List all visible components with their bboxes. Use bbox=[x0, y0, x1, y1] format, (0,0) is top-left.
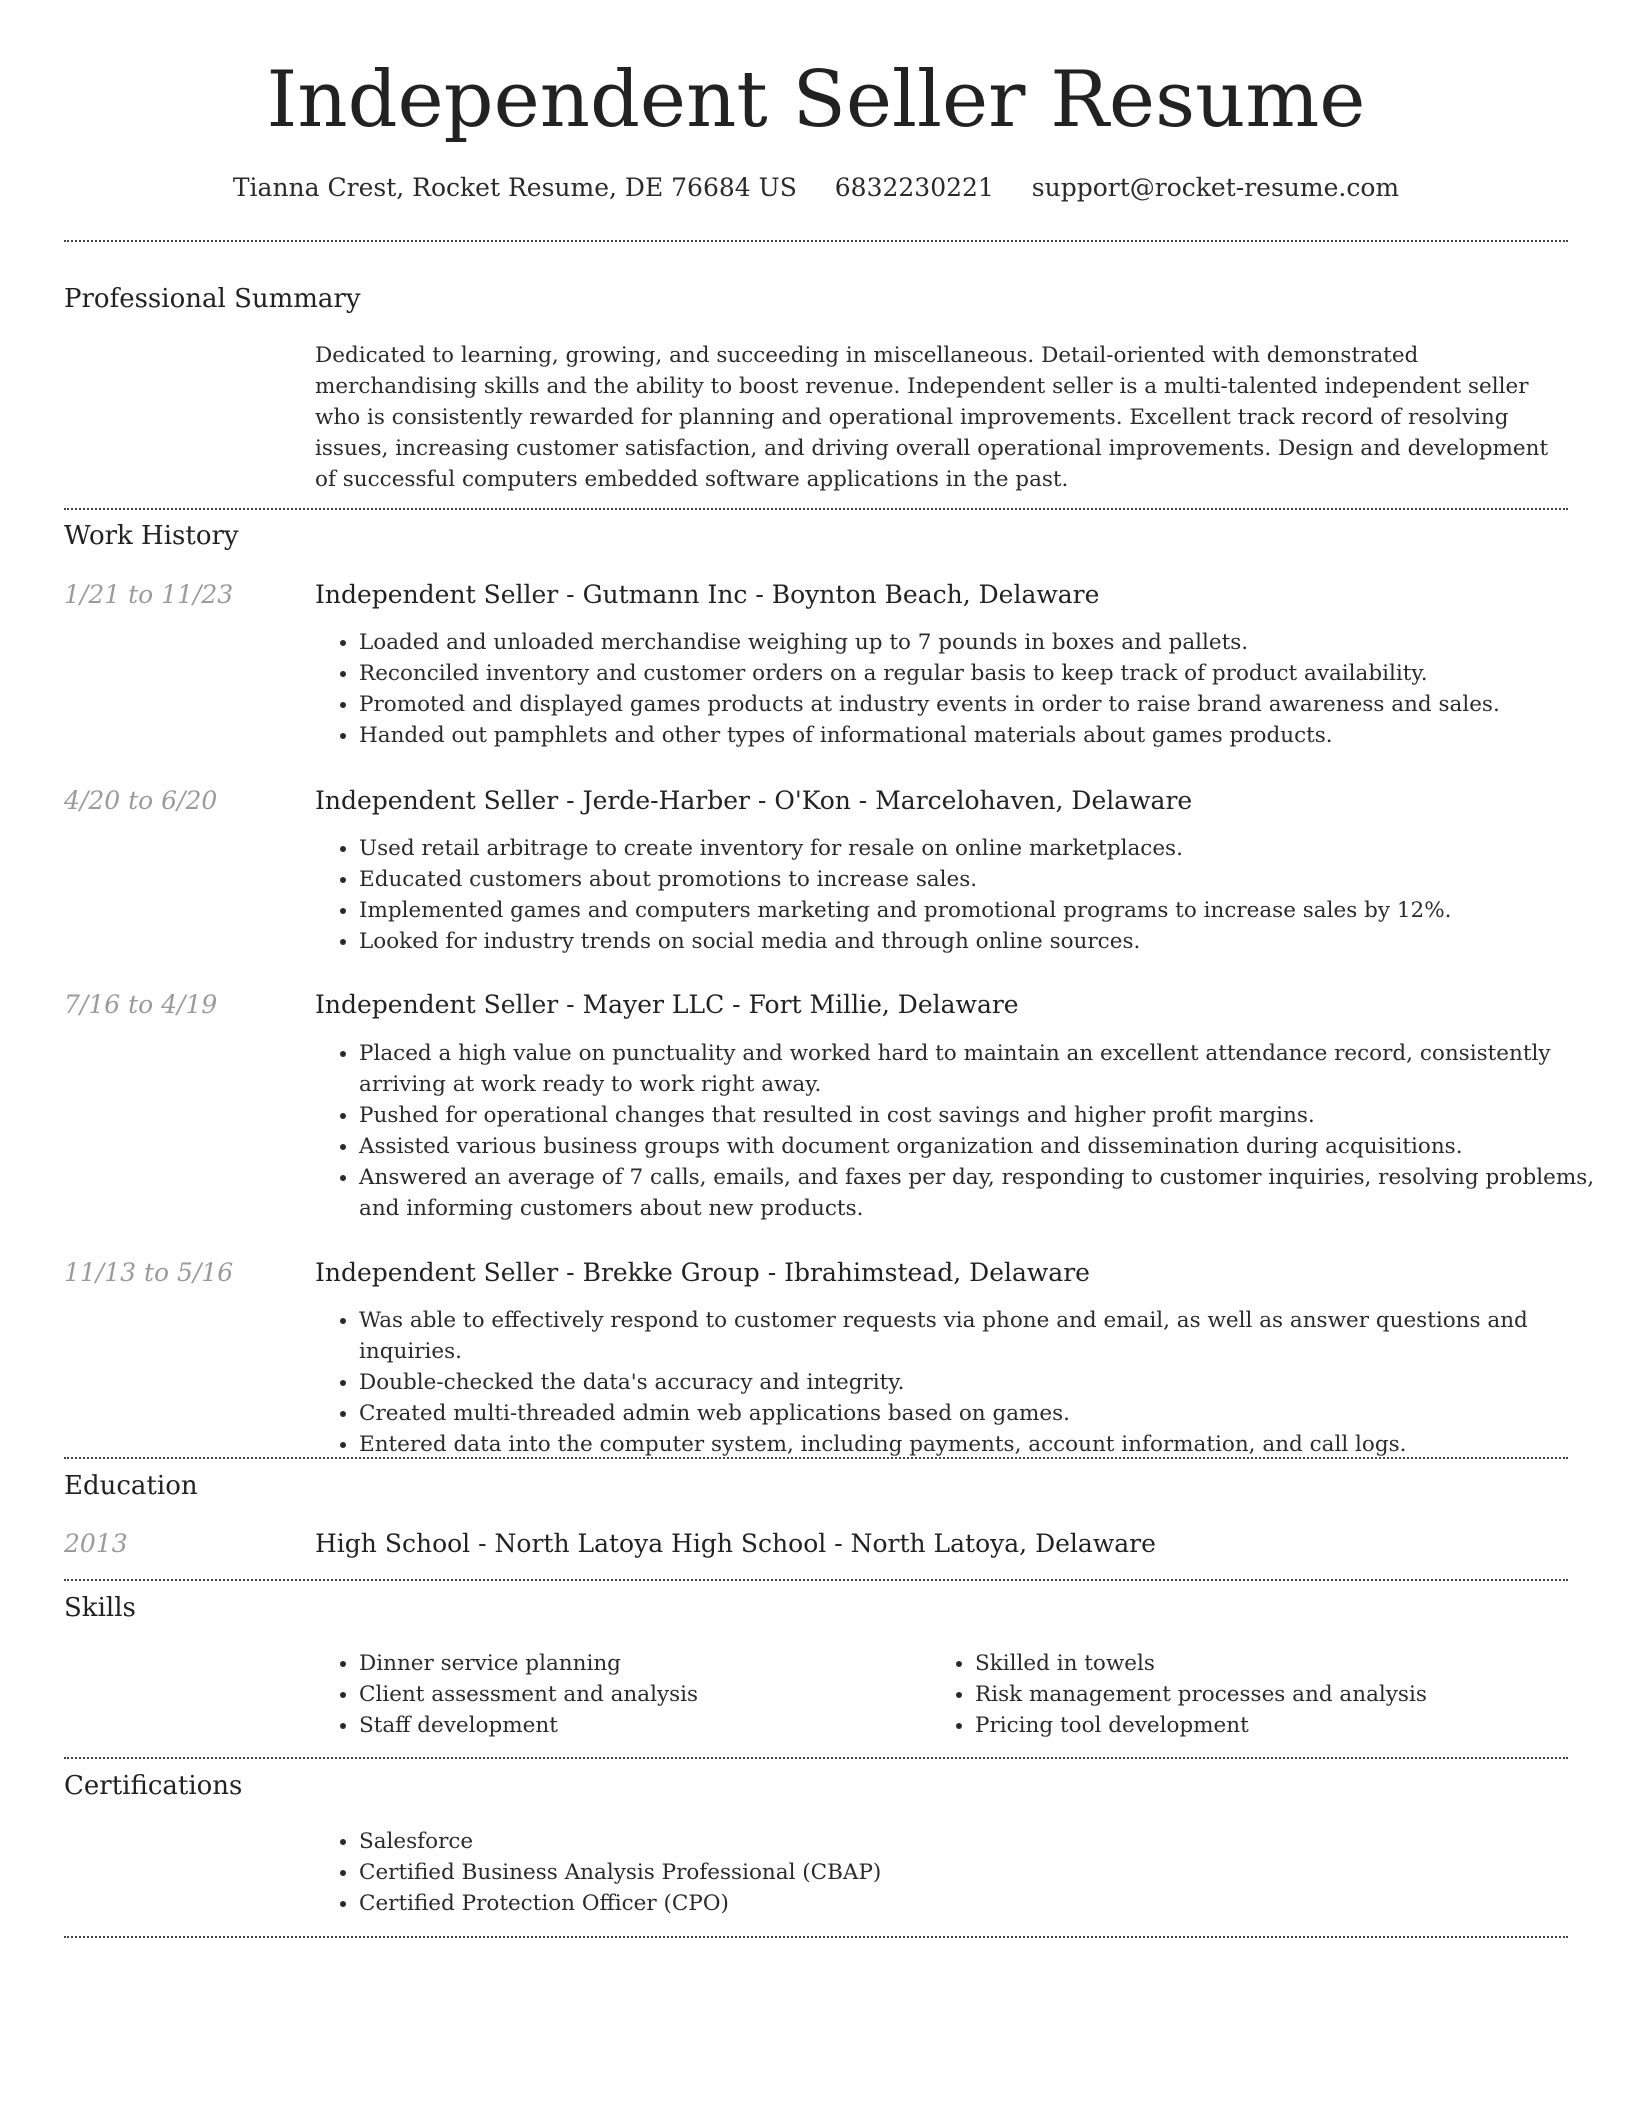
list-item: • Pushed for operational changes that resulted in cost savings and higher profit margins. bbox=[359, 1100, 1609, 1131]
list-item: • Promoted and displayed games products at industry events in order to raise brand awareness and sales. bbox=[359, 689, 1609, 720]
list-item: • Used retail arbitrage to create inventory for resale on online marketplaces. bbox=[359, 833, 1609, 864]
contact-line bbox=[0, 170, 1632, 206]
job-bullets bbox=[315, 1038, 1609, 1224]
list-item: • Was able to effectively respond to customer requests via phone and email, as well as answer questions and inquiries. bbox=[359, 1305, 1609, 1367]
skills-heading: Skills bbox=[64, 1593, 136, 1623]
list-item: • Certified Business Analysis Professional (CBAP) bbox=[359, 1857, 1359, 1888]
job-title: Independent Seller - Jerde-Harber - O'Kon - Marcelohaven, Delaware bbox=[315, 786, 1193, 815]
list-item: • Handed out pamphlets and other types of informational materials about games products. bbox=[359, 720, 1609, 751]
list-item: • Skilled in towels bbox=[975, 1648, 1575, 1679]
job-title: Independent Seller - Mayer LLC - Fort Millie, Delaware bbox=[315, 990, 1019, 1019]
divider bbox=[64, 240, 1568, 242]
list-item: • Educated customers about promotions to increase sales. bbox=[359, 864, 1609, 895]
job-bullets bbox=[315, 1305, 1609, 1460]
list-item: • Double-checked the data's accuracy and integrity. bbox=[359, 1367, 1609, 1398]
list-item: • Loaded and unloaded merchandise weighing up to 7 pounds in boxes and pallets. bbox=[359, 627, 1609, 658]
education-entry: High School - North Latoya High School - North Latoya, Delaware bbox=[315, 1529, 1156, 1558]
list-item: • Certified Protection Officer (CPO) bbox=[359, 1888, 1359, 1919]
list-item: • Client assessment and analysis bbox=[359, 1679, 919, 1710]
job-dates: 11/13 to 5/16 bbox=[64, 1258, 234, 1287]
divider bbox=[64, 1457, 1568, 1459]
job-bullets bbox=[315, 833, 1609, 957]
certifications-list bbox=[315, 1826, 1359, 1919]
list-item: • Implemented games and computers marketing and promotional programs to increase sales by 12%. bbox=[359, 895, 1609, 926]
summary-text: Dedicated to learning, growing, and succeeding in miscellaneous. Detail-oriented with demonstrated merchandising skills and the ability to boost revenue. Independent seller is a multi-talented independent seller who is consistently rewarded for planning and operational improvements. Excellent track record of resolving issues, increasing customer satisfaction, and driving overall operational improvements. Design and development of successful computers embedded software applications in the past. bbox=[315, 343, 1549, 492]
resume-title: Independent Seller Resume bbox=[266, 55, 1366, 145]
skills-list-left bbox=[315, 1648, 919, 1741]
summary-heading: Professional Summary bbox=[64, 284, 361, 314]
contact-phone: 6832230221 bbox=[834, 173, 994, 202]
job-dates: 4/20 to 6/20 bbox=[64, 786, 218, 815]
list-item: • Salesforce bbox=[359, 1826, 1359, 1857]
divider bbox=[64, 1757, 1568, 1759]
contact-email: support@rocket-resume.com bbox=[1031, 173, 1400, 202]
list-item: • Reconciled inventory and customer orders on a regular basis to keep track of product availability. bbox=[359, 658, 1609, 689]
divider bbox=[64, 1936, 1568, 1938]
education-year: 2013 bbox=[64, 1529, 128, 1558]
certifications-heading: Certifications bbox=[64, 1771, 243, 1801]
job-title: Independent Seller - Brekke Group - Ibrahimstead, Delaware bbox=[315, 1258, 1090, 1287]
list-item: • Looked for industry trends on social media and through online sources. bbox=[359, 926, 1609, 957]
contact-address: Tianna Crest, Rocket Resume, DE 76684 US bbox=[232, 173, 797, 202]
list-item: • Assisted various business groups with document organization and dissemination during acquisitions. bbox=[359, 1131, 1609, 1162]
work-history-heading: Work History bbox=[64, 521, 239, 551]
list-item: • Placed a high value on punctuality and worked hard to maintain an excellent attendance record, consistently arriving at work ready to work right away. bbox=[359, 1038, 1609, 1100]
list-item: • Staff development bbox=[359, 1710, 919, 1741]
divider bbox=[64, 508, 1568, 510]
skills-list-right bbox=[931, 1648, 1575, 1741]
list-item: • Created multi-threaded admin web applications based on games. bbox=[359, 1398, 1609, 1429]
list-item: • Entered data into the computer system, including payments, account information, and call logs. bbox=[359, 1429, 1609, 1460]
job-dates: 1/21 to 11/23 bbox=[64, 580, 234, 609]
list-item: • Risk management processes and analysis bbox=[975, 1679, 1575, 1710]
education-heading: Education bbox=[64, 1471, 198, 1501]
list-item: • Dinner service planning bbox=[359, 1648, 919, 1679]
job-bullets bbox=[315, 627, 1609, 751]
divider bbox=[64, 1579, 1568, 1581]
job-dates: 7/16 to 4/19 bbox=[64, 990, 218, 1019]
job-title: Independent Seller - Gutmann Inc - Boynton Beach, Delaware bbox=[315, 580, 1100, 609]
list-item: • Answered an average of 7 calls, emails, and faxes per day, responding to customer inquiries, resolving problems, and informing customers about new products. bbox=[359, 1162, 1609, 1224]
list-item: • Pricing tool development bbox=[975, 1710, 1575, 1741]
